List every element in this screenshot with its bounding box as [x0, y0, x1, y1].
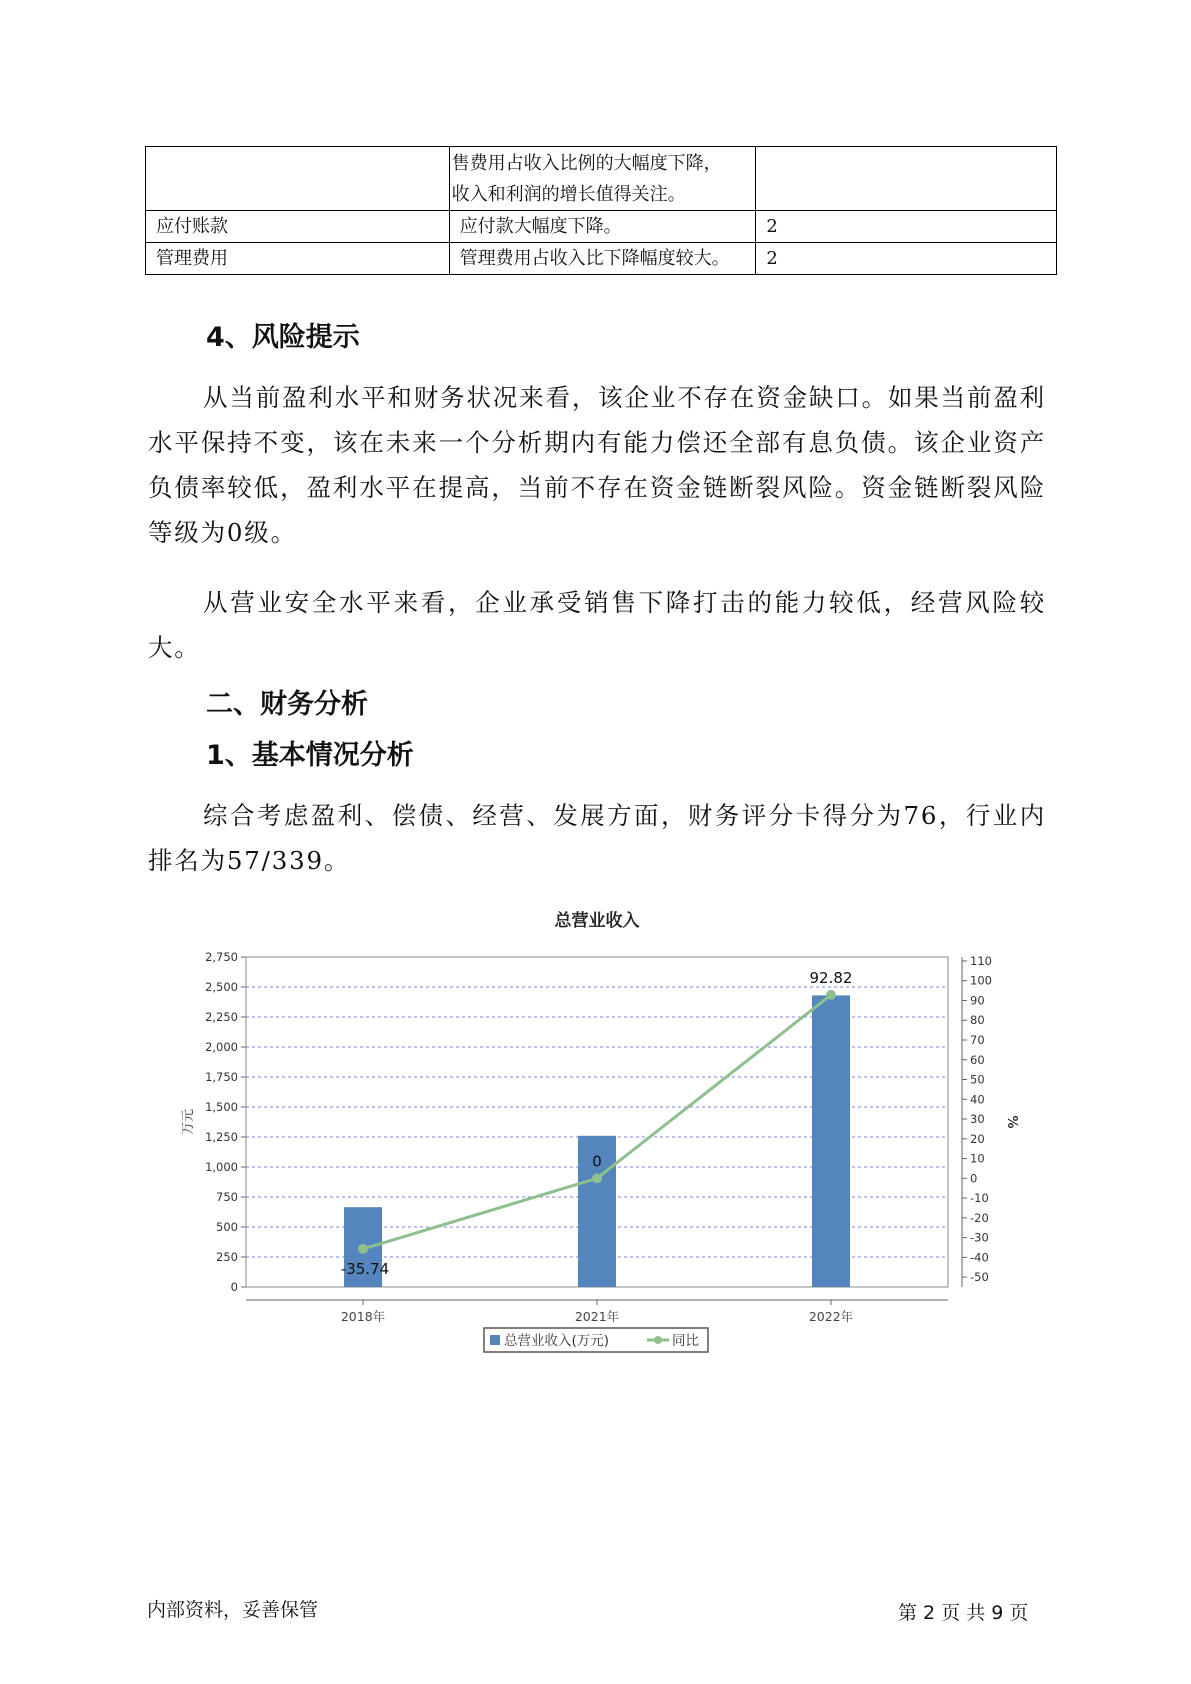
y-left-tick-label: 500 [216, 1220, 238, 1234]
section-heading-finance: 二、财务分析 [206, 689, 368, 720]
y-left-tick-label: 2,000 [205, 1040, 238, 1054]
y-right-tick-label: 110 [970, 953, 992, 968]
table-row [146, 147, 1057, 211]
table-cell-item [146, 147, 450, 211]
line-point [358, 1244, 368, 1254]
table-cell-desc [449, 147, 756, 211]
y-left-tick-label: 2,500 [205, 980, 238, 994]
x-tick-label: 2021年 [574, 1309, 620, 1324]
table-cell-desc-line: 收入和利润的增长值得关注。 [451, 183, 686, 205]
table-cell-desc-line: 售费用占收入比例的大幅度下降， [451, 152, 722, 174]
table-cell-item: 管理费用 [146, 243, 450, 275]
x-tick-label: 2018年 [340, 1309, 386, 1324]
footer-confidential: 内部资料，妥善保管 [147, 1599, 319, 1621]
y-left-tick-label: 1,000 [205, 1160, 238, 1174]
x-tick-label: 2022年 [808, 1309, 854, 1324]
y-right-tick-label: 100 [970, 973, 992, 988]
section-heading-risk: 4、风险提示 [206, 322, 360, 353]
y-right-tick-label: -20 [970, 1210, 989, 1225]
legend-bar-label: 总营业收入(万元) [504, 1333, 610, 1349]
y-left-tick-label: 250 [216, 1250, 238, 1264]
y-left-tick-label: 2,250 [205, 1010, 238, 1024]
y-left-tick-label: 750 [216, 1190, 238, 1204]
y-right-tick-label: 30 [970, 1112, 985, 1127]
table-cell-item: 应付账款 [146, 211, 450, 243]
y-left-tick-label: 1,250 [205, 1130, 238, 1144]
y-right-tick-label: 50 [970, 1072, 985, 1087]
y-right-tick-label: 80 [970, 1013, 985, 1028]
line-point [826, 990, 836, 1000]
table-cell-score [756, 147, 1057, 211]
chart-title: 总营业收入 [554, 911, 640, 931]
paragraph-basic: 综合考虑盈利、偿债、经营、发展方面，财务评分卡得分为76，行业内排名为57/339。 [148, 801, 1046, 875]
y-right-tick-label: 90 [970, 993, 985, 1008]
paragraph-risk-1: 从当前盈利水平和财务状况来看，该企业不存在资金缺口。如果当前盈利水平保持不变，该在未来一个分析期内有能力偿还全部有息负债。该企业资产负债率较低，盈利水平在提高，当前不存在资金链断裂风险。资金链断裂风险等级为0级。 [148, 383, 1046, 547]
table-cell-score: 2 [756, 211, 1057, 243]
subsection-heading-basic: 1、基本情况分析 [206, 740, 414, 771]
revenue-chart [170, 906, 1050, 1366]
legend-bar-swatch [490, 1335, 500, 1345]
y-left-axis-label: 万元 [181, 1108, 196, 1136]
y-left-tick-label: 1,750 [205, 1070, 238, 1084]
paragraph-risk-2: 从营业安全水平来看，企业承受销售下降打击的能力较低，经营风险较大。 [148, 588, 1046, 662]
y-right-tick-label: -10 [970, 1191, 989, 1206]
table-cell-score: 2 [756, 243, 1057, 275]
table-row [146, 211, 1057, 243]
y-left-tick-label: 0 [230, 1280, 238, 1294]
data-label: -35.74 [340, 1259, 390, 1278]
y-right-tick-label: 20 [970, 1131, 985, 1146]
data-label: 0 [592, 1152, 602, 1171]
y-right-tick-label: -40 [970, 1250, 989, 1265]
legend-line-label: 同比 [672, 1333, 699, 1349]
y-right-tick-label: 70 [970, 1032, 985, 1047]
table-cell-desc: 应付款大幅度下降。 [449, 211, 756, 243]
data-label: 92.82 [809, 968, 853, 987]
y-left-tick-label: 2,750 [205, 950, 238, 964]
footer-page-number: 第 2 页 共 9 页 [898, 1602, 1029, 1624]
y-right-tick-label: -30 [970, 1230, 989, 1245]
y-right-tick-label: -50 [970, 1270, 989, 1285]
y-right-tick-label: 0 [970, 1171, 978, 1186]
line-point [592, 1173, 602, 1183]
y-right-tick-label: 40 [970, 1092, 985, 1107]
legend-line-marker [654, 1336, 662, 1344]
table-row [146, 243, 1057, 275]
table-cell-desc: 管理费用占收入比下降幅度较大。 [449, 243, 756, 275]
y-left-tick-label: 1,500 [205, 1100, 238, 1114]
y-right-axis-label: % [1004, 1115, 1019, 1129]
bar [812, 995, 850, 1287]
y-right-tick-label: 60 [970, 1052, 985, 1067]
y-right-tick-label: 10 [970, 1151, 985, 1166]
analysis-table [145, 146, 1057, 275]
